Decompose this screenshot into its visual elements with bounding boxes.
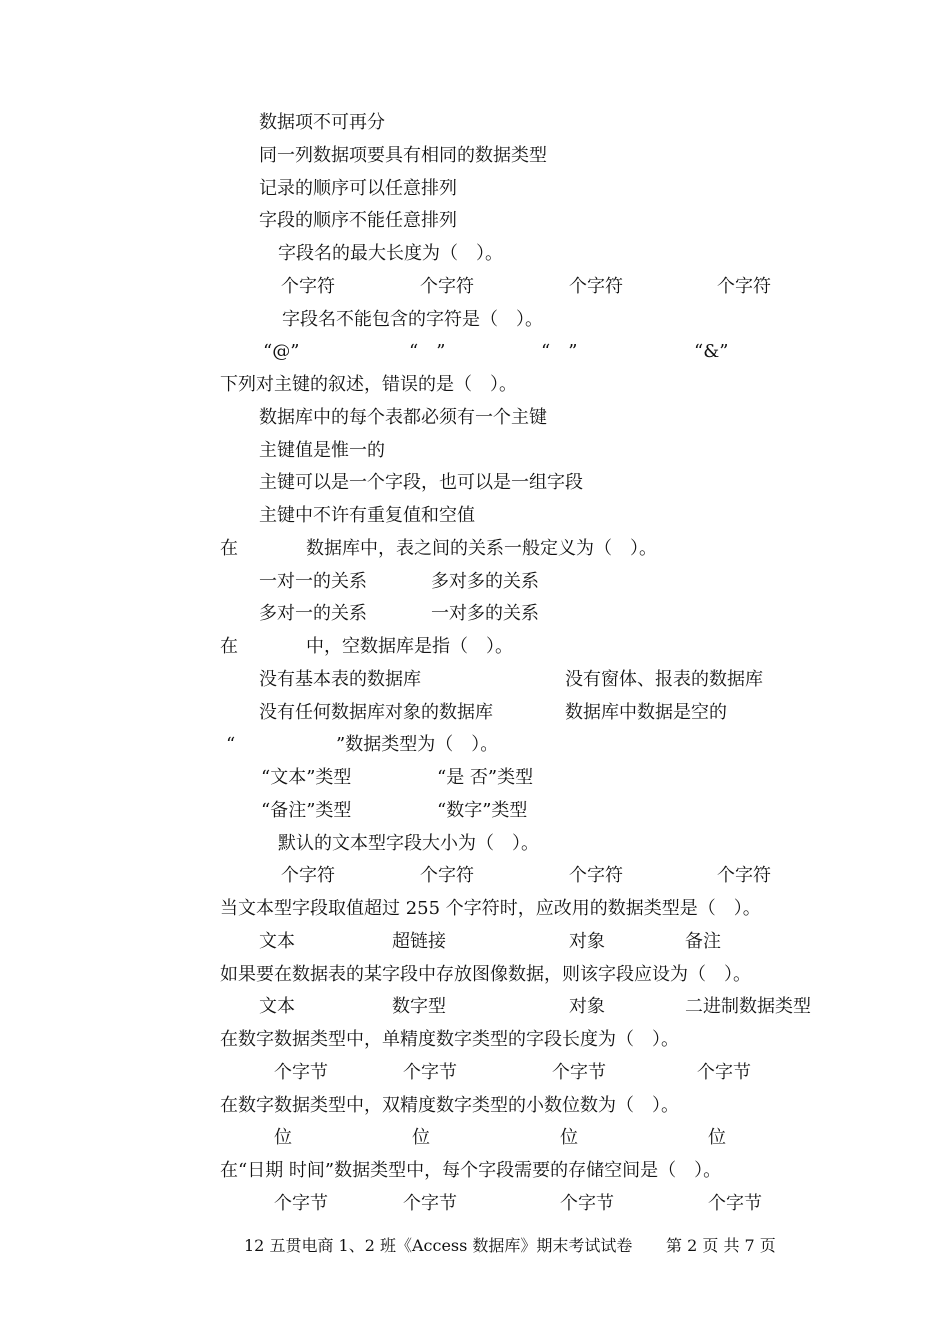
question-line-text: 个字节 [560,1193,614,1214]
question-line-text: 没有任何数据库对象的数据库 [259,702,493,723]
question-line-text: 多对一的关系 [259,603,367,624]
question-line-text: 主键值是惟一的 [259,440,385,461]
question-line-text: 字段名的最大长度为（ ）。 [278,243,503,264]
question-line-text: 下列对主键的叙述，错误的是（ ）。 [220,374,517,395]
question-line-text: 同一列数据项要具有相同的数据类型 [259,145,547,166]
question-line-text: 数字型 [392,996,446,1017]
question-line-text: “是 否”类型 [437,767,534,788]
question-line-text: 个字符 [569,865,623,886]
footer-page-info: 第 2 页 共 7 页 [666,1236,776,1255]
question-line-text: 字段名不能包含的字符是（ ）。 [282,309,543,330]
question-line-text: “文本”类型 [261,767,352,788]
question-line-text: 个字节 [403,1193,457,1214]
question-line-text: “备注”类型 [261,800,352,821]
question-line-text: ”数据类型为（ ）。 [336,734,499,755]
question-line-text: 位 [560,1127,578,1148]
question-line-text: 字段的顺序不能任意排列 [259,210,457,231]
question-line-text: “ [226,734,236,755]
question-line-text: 个字符 [569,276,623,297]
question-line-text: 对象 [569,931,605,952]
footer-exam-title: 12 五贯电商 1、2 班《Access 数据库》期末考试试卷 [244,1236,633,1255]
question-line-text: 文本 [259,996,295,1017]
question-line-text: 一对多的关系 [431,603,539,624]
question-line-text: 超链接 [392,931,446,952]
question-line-text: 个字节 [552,1062,606,1083]
question-line-text: 在数字数据类型中，单精度数字类型的字段长度为（ ）。 [220,1029,679,1050]
question-line-text: 对象 [569,996,605,1017]
question-line-text: 位 [708,1127,726,1148]
question-line-text: 数据库中，表之间的关系一般定义为（ ）。 [306,538,657,559]
question-line-text: 当文本型字段取值超过 255 个字符时，应改用的数据类型是（ ）。 [220,898,761,919]
question-line-text: 数据库中数据是空的 [565,702,727,723]
question-line-text: 个字节 [274,1062,328,1083]
question-line-text: “ ” [409,341,446,362]
question-line-text: 位 [412,1127,430,1148]
question-line-text: 在“日期 时间”数据类型中，每个字段需要的存储空间是（ ）。 [220,1160,722,1181]
question-line-text: 主键中不许有重复值和空值 [259,505,475,526]
question-line-text: 在数字数据类型中，双精度数字类型的小数位数为（ ）。 [220,1095,679,1116]
question-line-text: 个字符 [420,276,474,297]
question-line-text: 个字符 [717,865,771,886]
question-line-text: “@” [263,341,300,362]
question-line-text: 数据项不可再分 [259,112,385,133]
question-line-text: 如果要在数据表的某字段中存放图像数据，则该字段应设为（ ）。 [220,964,751,985]
question-line-text: 主键可以是一个字段，也可以是一组字段 [259,472,583,493]
question-line-text: 个字符 [281,276,335,297]
question-line-text: 个字节 [274,1193,328,1214]
question-line-text: 一对一的关系 [259,571,367,592]
question-line-text: 个字符 [281,865,335,886]
question-line-text: 个字符 [420,865,474,886]
question-line-text: “ ” [541,341,578,362]
question-line-text: 在 [220,538,238,559]
question-line-text: 数据库中的每个表都必须有一个主键 [259,407,547,428]
question-line-text: 在 [220,636,238,657]
question-line-text: 文本 [259,931,295,952]
question-line-text: 多对多的关系 [431,571,539,592]
question-line-text: “&” [694,341,729,362]
question-line-text: 没有窗体、报表的数据库 [565,669,763,690]
question-line-text: 个字符 [717,276,771,297]
question-line-text: 记录的顺序可以任意排列 [259,178,457,199]
question-line-text: 没有基本表的数据库 [259,669,421,690]
question-line-text: 默认的文本型字段大小为（ ）。 [278,833,539,854]
question-line-text: 位 [274,1127,292,1148]
question-line-text: 二进制数据类型 [685,996,811,1017]
question-line-text: 中，空数据库是指（ ）。 [306,636,513,657]
question-line-text: “数字”类型 [437,800,528,821]
question-line-text: 备注 [685,931,721,952]
question-line-text: 个字节 [708,1193,762,1214]
question-line-text: 个字节 [697,1062,751,1083]
question-line-text: 个字节 [403,1062,457,1083]
